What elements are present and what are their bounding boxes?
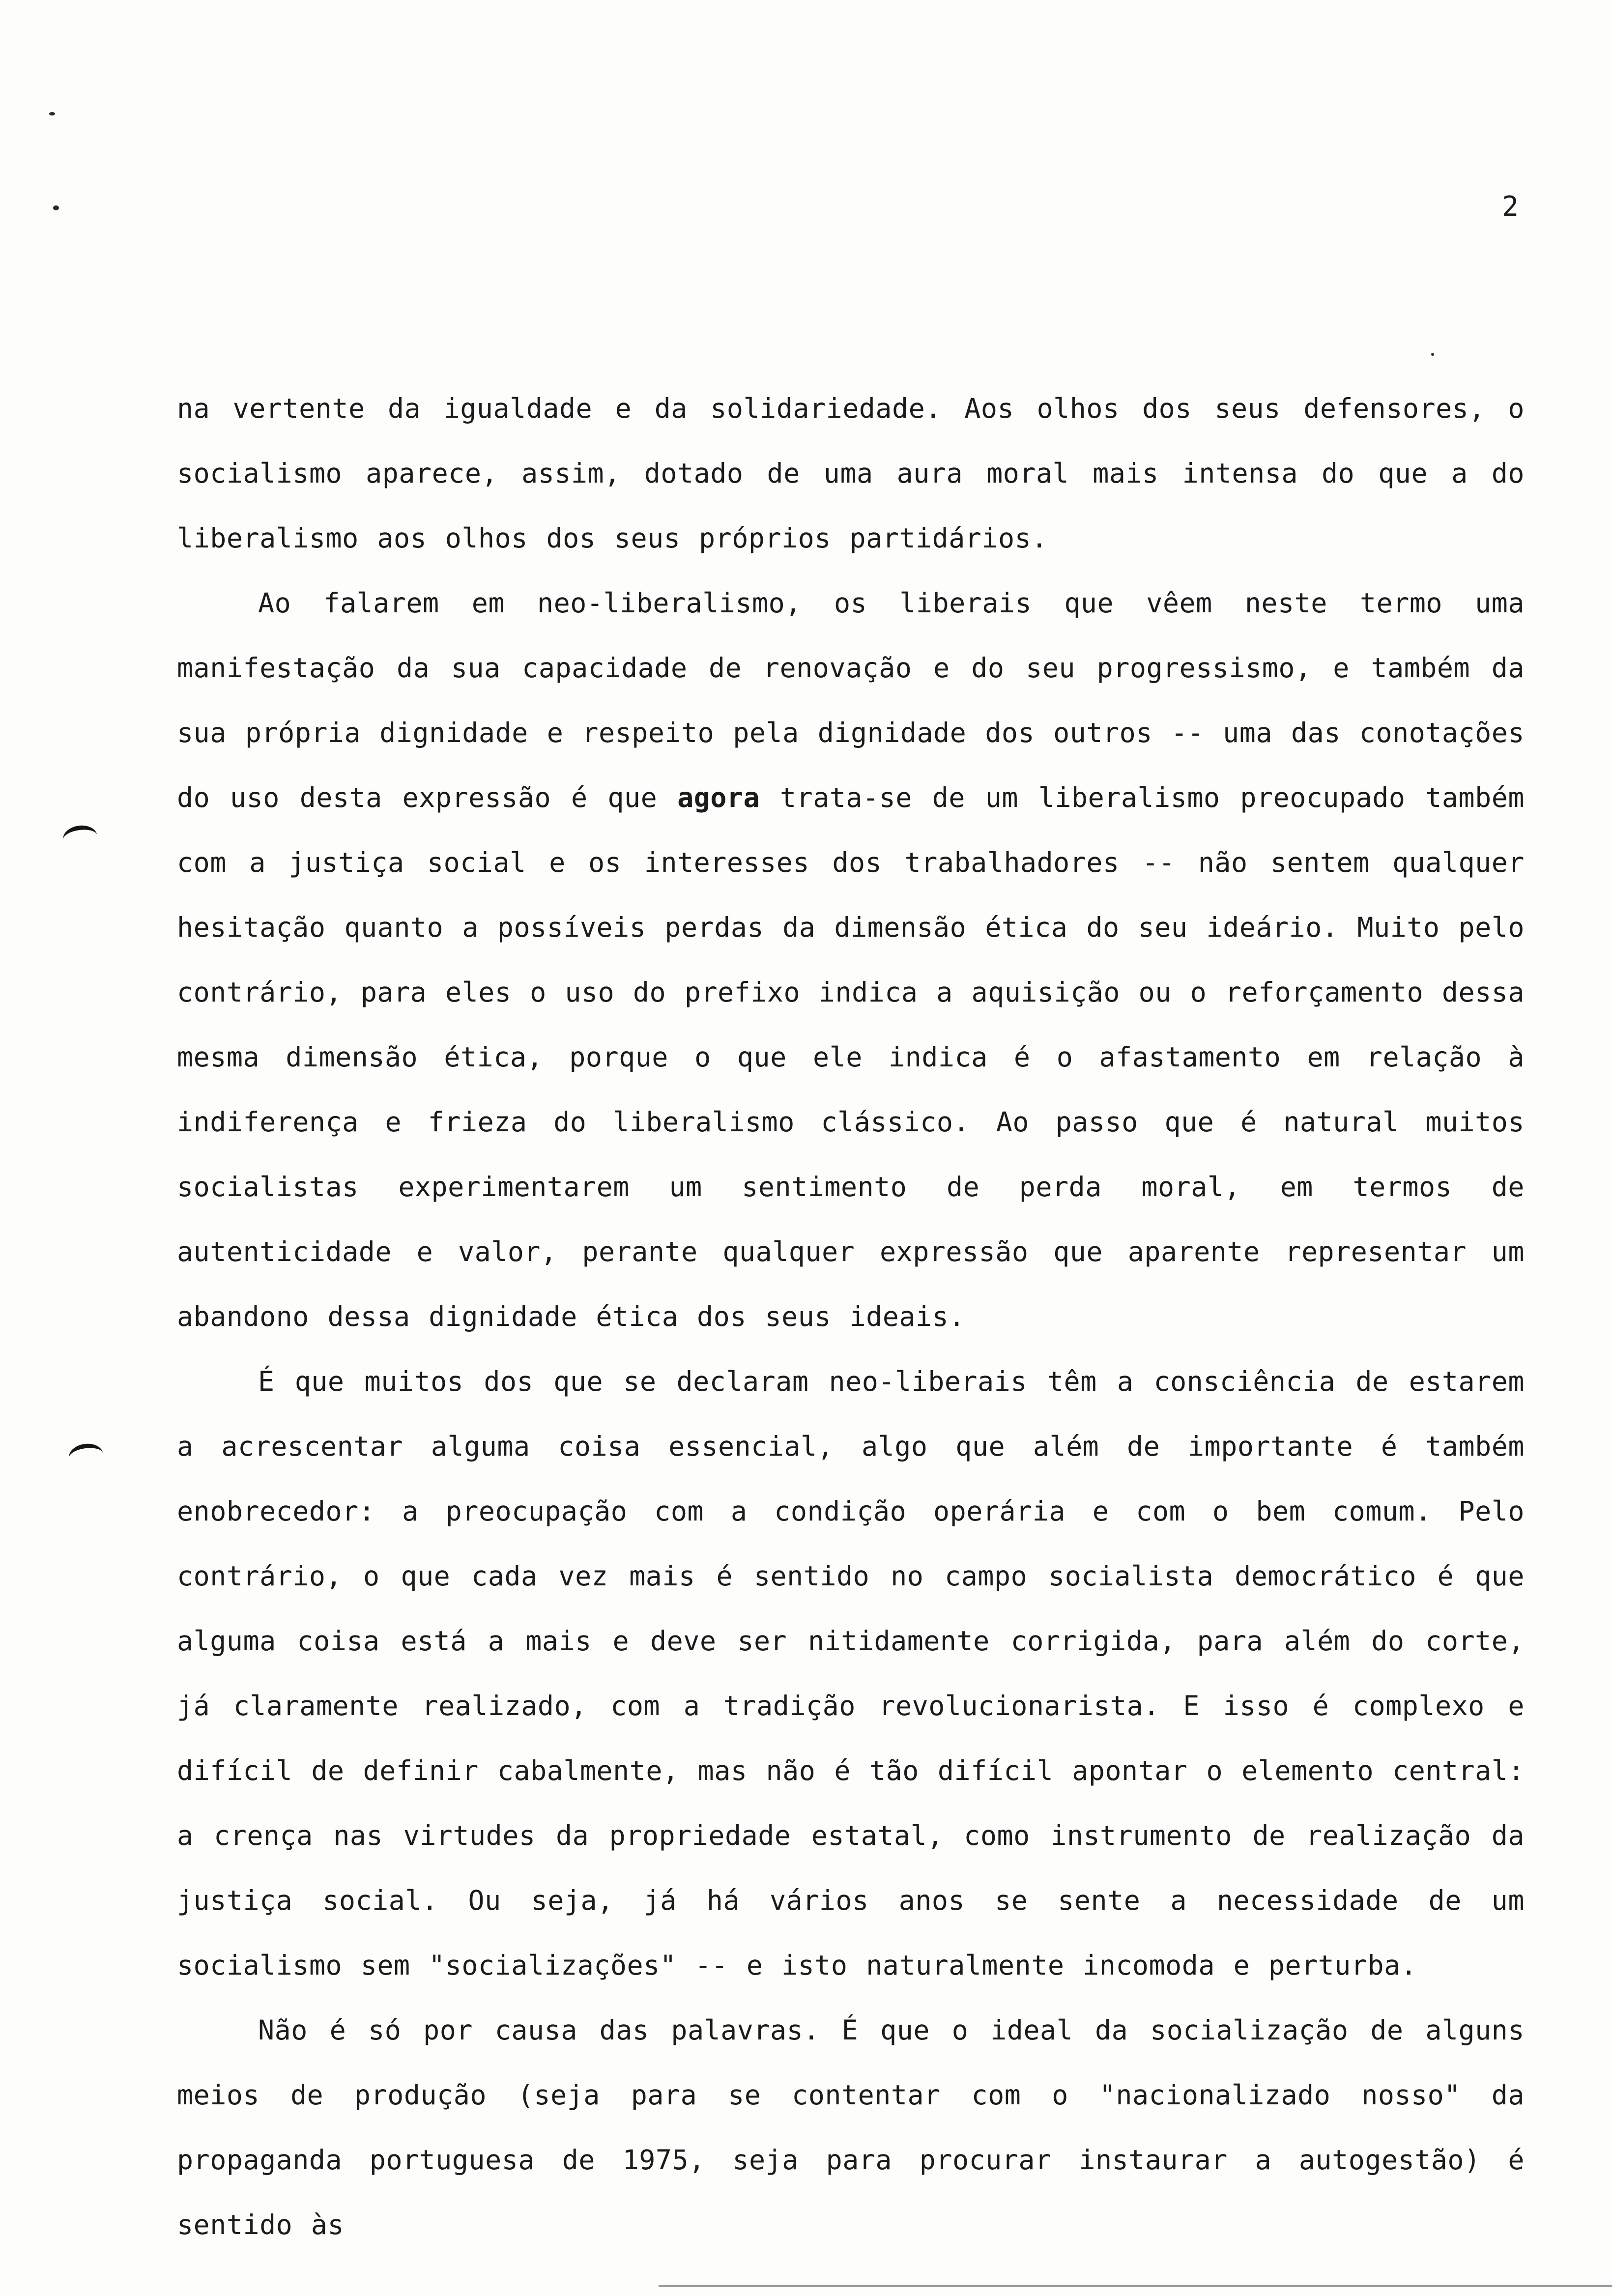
- paragraph: [177, 571, 1525, 1349]
- scan-speck: [1431, 353, 1434, 356]
- margin-mark: [61, 823, 99, 852]
- paragraph-text: É que muitos dos que se declaram neo-liberais têm a consciência de estarem a acrescentar alguma coisa essencial, algo que além de importante é também enobrecedor: a preocupação com a condição operária e com o bem comum. Pelo contrário, o que cada vez mais é sentido no campo socialista democrático é que alguma coisa está a mais e deve ser nitidamente corrigida, para além do corte, já claramente realizado, com a tradição revolucionarista. E isso é complexo e difícil de definir cabalmente, mas não é tão difícil apontar o elemento central: a crença nas virtudes da propriedade estatal, como instrumento de realização da justiça social. Ou seja, já há vários anos se sente a necessidade de um socialismo sem "socializações" -- e isto naturalmente incomoda e perturba.: [177, 1366, 1525, 1981]
- page-bottom-edge: [659, 2285, 1612, 2287]
- paragraph: [177, 376, 1525, 571]
- paragraph-text: trata-se de um liberalismo preocupado também com a justiça social e os interesses dos trabalhadores -- não sentem qualquer hesitação quanto a possíveis perdas da dimensão ética do seu ideário. Muito pelo contrário, para eles o uso do prefixo indica a aquisição ou o reforçamento dessa mesma dimensão ética, porque o que ele indica é o afastamento em relação à indiferença e frieza do liberalismo clássico. Ao passo que é natural muitos socialistas experimentarem um sentimento de perda moral, em termos de autenticidade e valor, perante qualquer expressão que aparente representar um abandono dessa dignidade ética dos seus ideais.: [177, 782, 1525, 1332]
- body-text: [177, 376, 1525, 2257]
- emphasis-word: agora: [677, 782, 760, 813]
- scan-speck: [49, 112, 55, 115]
- paragraph-text: na vertente da igualdade e da solidariedade. Aos olhos dos seus defensores, o socialismo aparece, assim, dotado de uma aura moral mais intensa do que a do liberalismo aos olhos dos seus próprios partidários.: [177, 393, 1525, 554]
- margin-mark: [67, 1441, 105, 1470]
- paragraph-text: Não é só por causa das palavras. É que o ideal da socialização de alguns meios de produção (seja para se contentar com o "nacionalizado nosso" da propaganda portuguesa de 1975, seja para procurar instaurar a autogestão) é sentido às: [177, 2014, 1525, 2240]
- paragraph-text: Ao falarem em neo-liberalismo, os liberais que vêem neste termo uma manifestação da sua capacidade de renovação e do seu progressismo, e também da sua própria dignidade e respeito pela dignidade dos outros -- uma das conotações do uso desta expressão é que: [177, 587, 1525, 813]
- page-number: 2: [1502, 191, 1519, 223]
- scan-speck: [53, 205, 59, 210]
- paragraph: [177, 1998, 1525, 2257]
- paragraph: [177, 1349, 1525, 1998]
